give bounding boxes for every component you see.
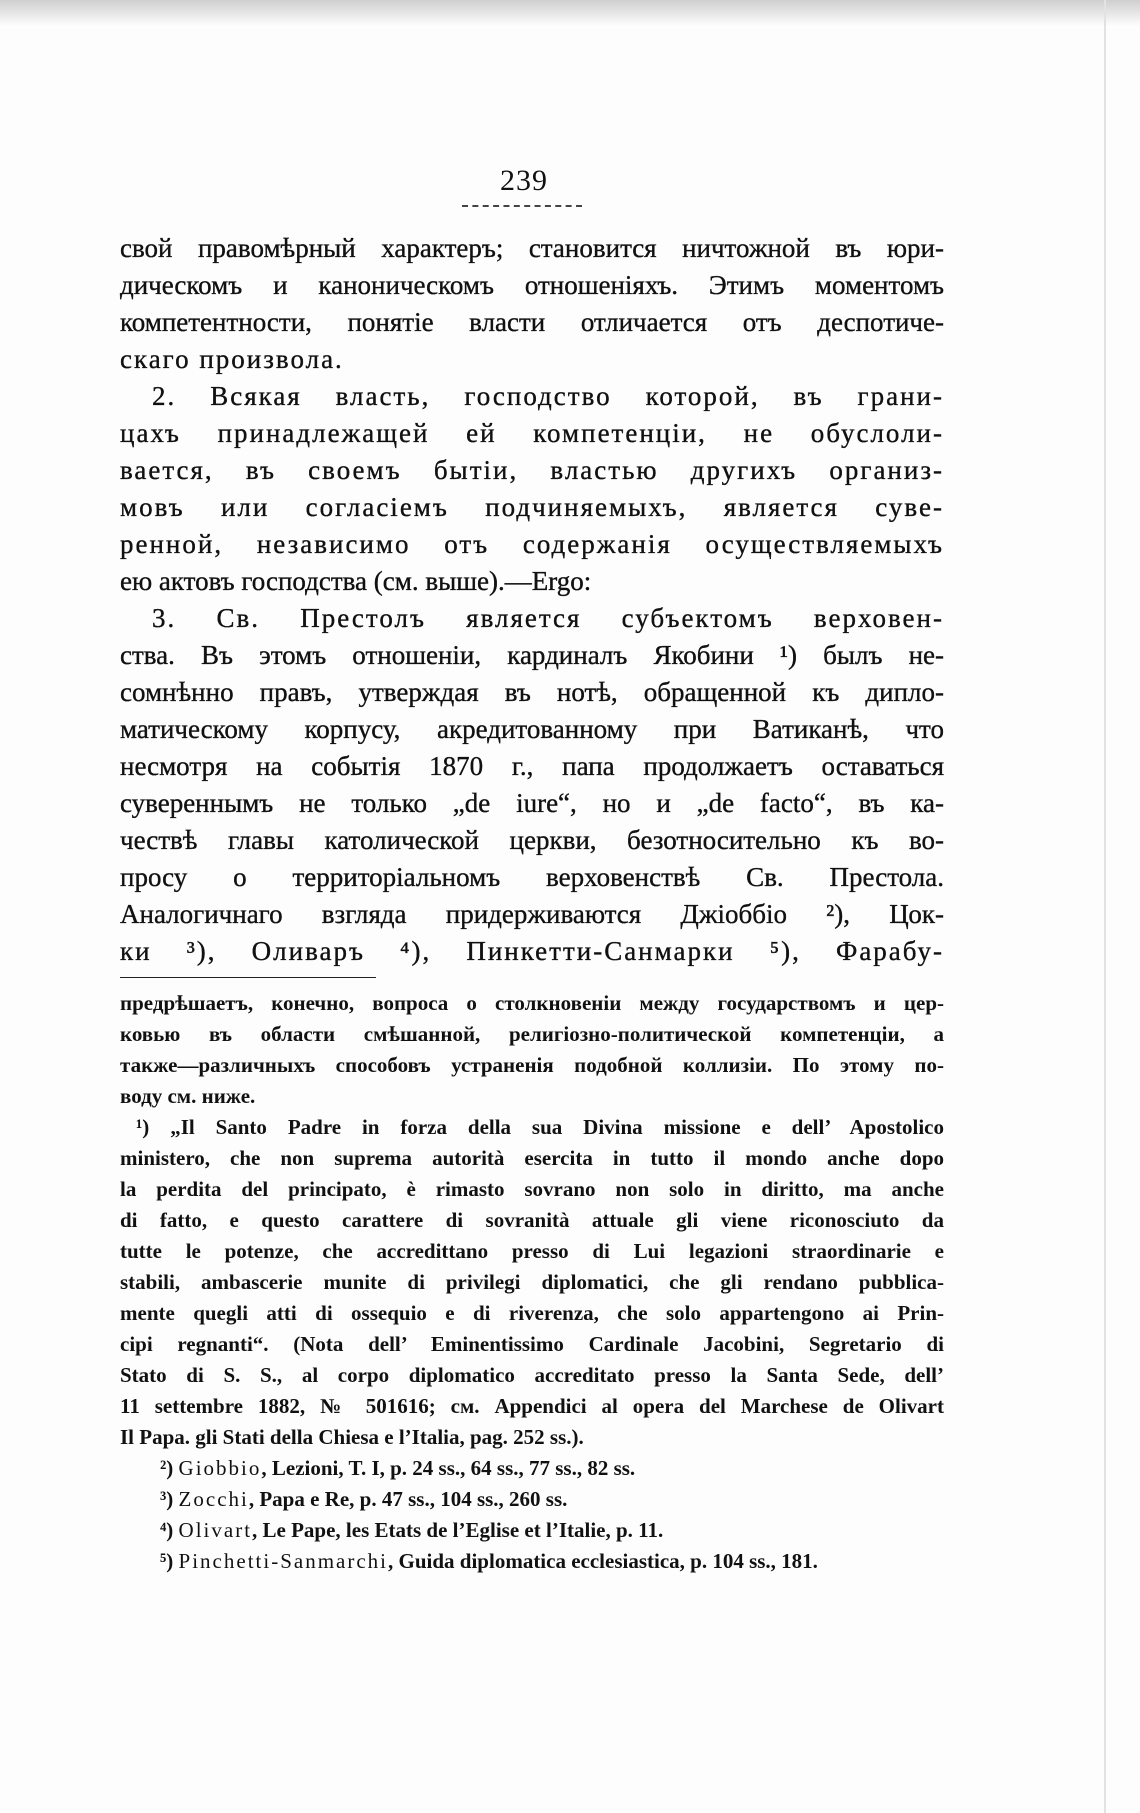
body-line: цахъ принадлежащей ей компетенціи, не обуслоли-: [120, 418, 944, 448]
body-line: свой правомѣрный характеръ; становится ничтожной въ юри-: [120, 233, 944, 263]
footnote-1-line: [120, 1112, 944, 1143]
body-line: Аналогичнаго взгляда придерживаются Джіоббіо ²), Цок-: [120, 899, 944, 929]
footnote-1-line: mente quegli atti di ossequio e di riverenza, che solo appartengono ai Prin-: [120, 1301, 944, 1325]
body-line: 2. Всякая власть, господство которой, въ грани-: [152, 381, 944, 411]
footnote-separator: [120, 977, 376, 978]
footnote-marker: ¹): [136, 1115, 150, 1139]
footnote-author: Zocchi: [178, 1487, 249, 1511]
body-line: вается, въ своемъ бытіи, властью другихъ организ-: [120, 455, 944, 485]
footnote-1-line: la perdita del principato, è rimasto sovrano non solo in diritto, ma anche: [120, 1177, 944, 1201]
footnote-text: , Papa e Re, p. 47 ss., 104 ss., 260 ss.: [248, 1487, 568, 1511]
body-line: компетентности, понятіе власти отличается отъ деспотиче-: [120, 307, 944, 337]
footnote-marker: ⁵): [160, 1549, 174, 1573]
footnote-author: Olivart: [178, 1518, 253, 1542]
footnote-1-line: cipi regnanti“. (Nota dell’ Eminentissimo Cardinale Jacobini, Segretario di: [120, 1332, 944, 1356]
footnote-1-line: Stato di S. S., al corpo diplomatico accreditato presso la Santa Sede, dell’: [120, 1363, 944, 1387]
scan-shadow-top: [0, 0, 1140, 26]
page-number: 239: [500, 164, 548, 197]
footnote-author: Pinchetti-Sanmarchi: [178, 1549, 389, 1573]
footnote-2: [120, 1453, 944, 1484]
footnote-1-line: 11 settembre 1882, № 501616; см. Appendici al opera del Marchese de Olivart: [120, 1394, 944, 1418]
footnote-1-line: tutte le potenze, che accredittano presso di Lui legazioni straordinarie e: [120, 1239, 944, 1263]
footnote-marker: ³): [160, 1487, 174, 1511]
body-line: ренной, независимо отъ содержанія осуществляемыхъ: [120, 529, 944, 559]
main-text: [120, 230, 944, 970]
footnote-3: [120, 1484, 944, 1515]
body-line: чествѣ главы католической церкви, безотносительно къ во-: [120, 825, 944, 855]
body-line: 3. Св. Престолъ является субъектомъ верховен-: [152, 603, 944, 633]
body-line: просу о территоріальномъ верховенствѣ Св. Престола.: [120, 862, 944, 892]
body-line: ею актовъ господства (см. выше).—Ergo:: [120, 566, 592, 596]
footnote-text: „Il Santo Padre in forza della sua Divina missione e dell’ Apostolico: [170, 1115, 944, 1139]
footnote-continuation-line: предрѣшаетъ, конечно, вопроса о столкновеніи между государствомъ и цер-: [120, 991, 944, 1015]
footnote-5: [120, 1546, 944, 1577]
footnotes: [120, 988, 944, 1577]
body-line: скаго произвола.: [120, 344, 344, 374]
footnote-text: , Lezioni, T. I, p. 24 ss., 64 ss., 77 ss., 82 ss.: [261, 1456, 636, 1480]
scan-edge-right: [1104, 0, 1106, 1813]
body-line: матическому корпусу, акредитованному при Ватиканѣ, что: [120, 714, 944, 744]
footnote-1-line: ministero, che non suprema autorità esercita in tutto il mondo anche dopo: [120, 1146, 944, 1170]
footnote-continuation-line: воду см. ниже.: [120, 1084, 256, 1108]
page-number-underline: [462, 205, 582, 207]
body-line: ства. Въ этомъ отношеніи, кардиналъ Якобини ¹) былъ не-: [120, 640, 944, 670]
body-line: несмотря на событія 1870 г., папа продолжаетъ оставаться: [120, 751, 944, 781]
body-line: дическомъ и каноническомъ отношеніяхъ. Этимъ моментомъ: [120, 270, 944, 300]
body-line: сувереннымъ не только „de iure“, но и „de facto“, въ ка-: [120, 788, 944, 818]
body-line: ки ³), Оливаръ ⁴), Пинкетти-Санмарки ⁵), Фарабу-: [120, 936, 944, 966]
footnote-marker: ²): [160, 1456, 174, 1480]
footnote-continuation-line: ковью въ области смѣшанной, религіозно-политической компетенціи, а: [120, 1022, 944, 1046]
footnote-1-line: di fatto, e questo carattere di sovranità attuale gli viene riconosciuto da: [120, 1208, 944, 1232]
footnote-author: Giobbio: [178, 1456, 262, 1480]
footnote-marker: ⁴): [160, 1518, 174, 1542]
body-line: мовъ или согласіемъ подчиняемыхъ, является суве-: [120, 492, 944, 522]
footnote-1-line: Il Papa. gli Stati della Chiesa e l’Italia, pag. 252 ss.).: [120, 1425, 584, 1449]
footnote-text: , Guida diplomatica ecclesiastica, p. 104 ss., 181.: [388, 1549, 818, 1573]
footnote-continuation-line: также—различныхъ способовъ устраненія подобной коллизіи. По этому по-: [120, 1053, 944, 1077]
footnote-4: [120, 1515, 944, 1546]
body-line: сомнѣнно правъ, утверждая въ нотѣ, обращенной къ дипло-: [120, 677, 944, 707]
footnote-1-line: stabili, ambascerie munite di privilegi diplomatici, che gli rendano pubblica-: [120, 1270, 944, 1294]
footnote-text: , Le Pape, les Etats de l’Eglise et l’Italie, p. 11.: [252, 1518, 664, 1542]
